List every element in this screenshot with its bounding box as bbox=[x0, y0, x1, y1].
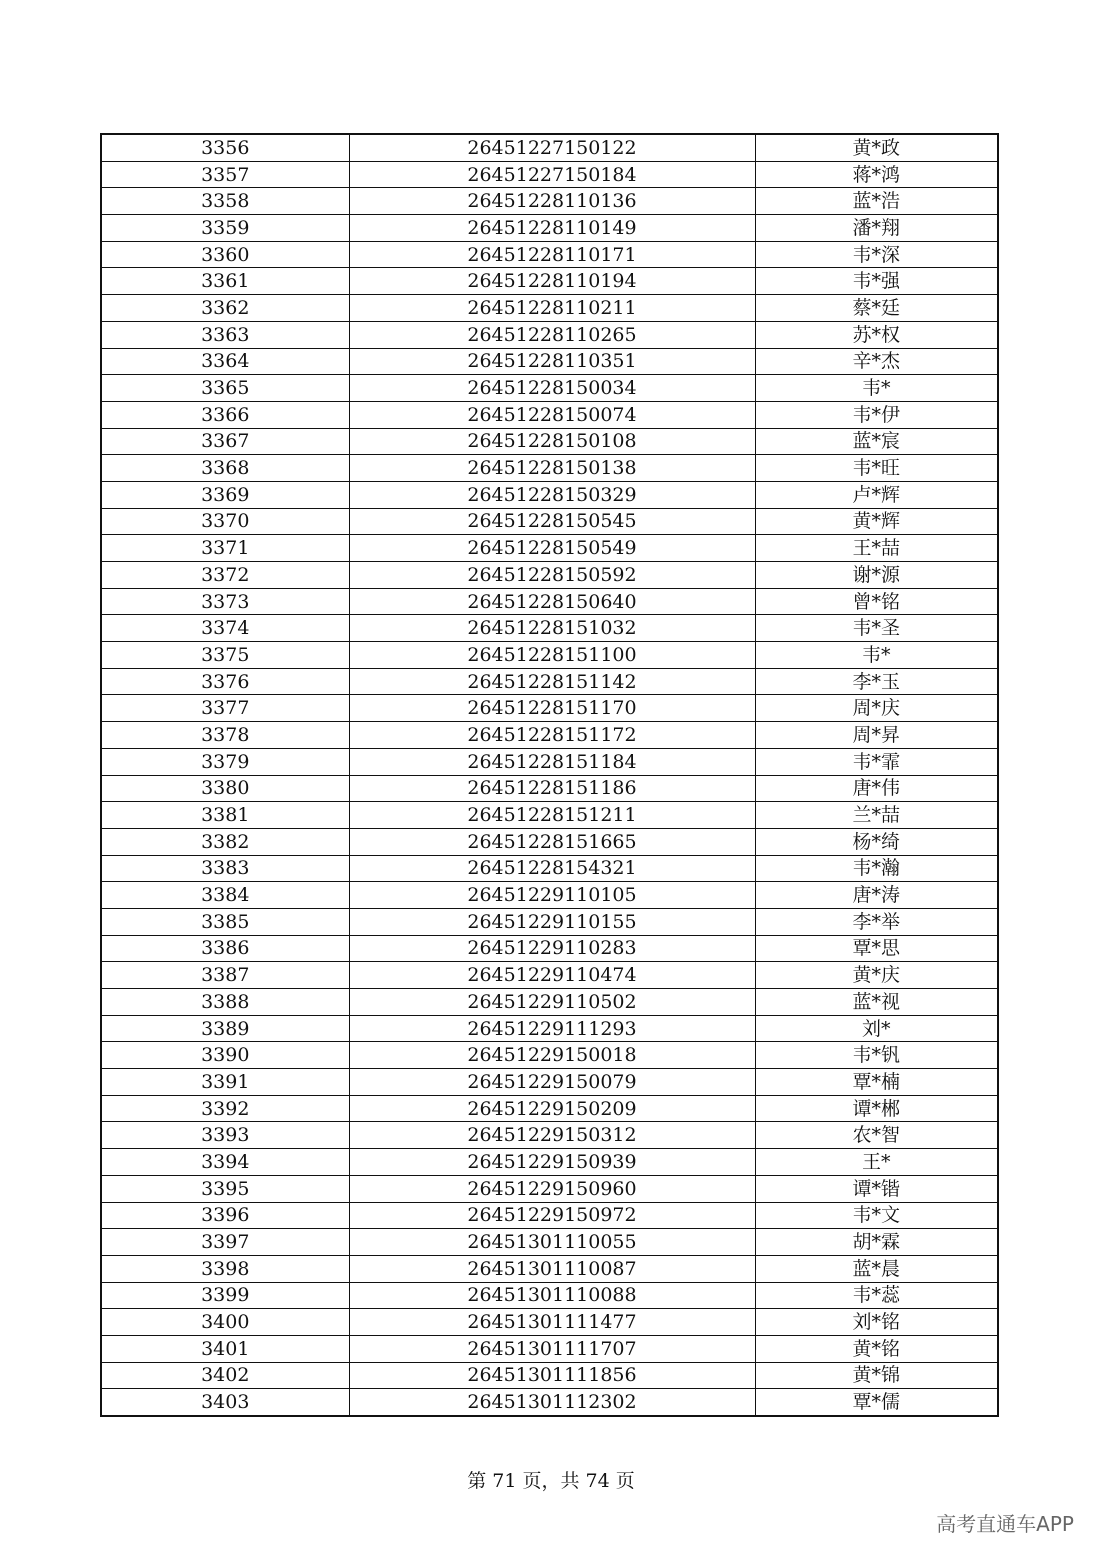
serial-number-cell: 3365 bbox=[101, 375, 349, 402]
table-row bbox=[101, 588, 998, 615]
name-cell: 李*玉 bbox=[755, 668, 998, 695]
exam-id-cell: 26451228150640 bbox=[349, 588, 755, 615]
table-row bbox=[101, 375, 998, 402]
exam-id-cell: 26451227150184 bbox=[349, 161, 755, 188]
exam-id-cell: 26451228150592 bbox=[349, 562, 755, 589]
table-row bbox=[101, 1202, 998, 1229]
exam-id-cell: 26451228151184 bbox=[349, 748, 755, 775]
name-cell: 覃*楠 bbox=[755, 1069, 998, 1096]
name-cell: 农*智 bbox=[755, 1122, 998, 1149]
name-cell: 韦*文 bbox=[755, 1202, 998, 1229]
name-cell: 黄*政 bbox=[755, 134, 998, 161]
serial-number-cell: 3379 bbox=[101, 748, 349, 775]
serial-number-cell: 3399 bbox=[101, 1282, 349, 1309]
exam-id-cell: 26451228150549 bbox=[349, 535, 755, 562]
serial-number-cell: 3376 bbox=[101, 668, 349, 695]
exam-id-cell: 26451228110265 bbox=[349, 321, 755, 348]
table-row bbox=[101, 1149, 998, 1176]
table-row bbox=[101, 748, 998, 775]
exam-id-cell: 26451301110087 bbox=[349, 1255, 755, 1282]
name-cell: 谭*锴 bbox=[755, 1175, 998, 1202]
serial-number-cell: 3384 bbox=[101, 882, 349, 909]
exam-id-cell: 26451301111707 bbox=[349, 1335, 755, 1362]
table-row bbox=[101, 134, 998, 161]
table-row bbox=[101, 295, 998, 322]
exam-id-cell: 26451228151665 bbox=[349, 828, 755, 855]
name-cell: 蓝*晨 bbox=[755, 1255, 998, 1282]
table-row bbox=[101, 401, 998, 428]
name-cell: 覃*儒 bbox=[755, 1389, 998, 1416]
table-row bbox=[101, 321, 998, 348]
serial-number-cell: 3359 bbox=[101, 215, 349, 242]
exam-id-cell: 26451228151186 bbox=[349, 775, 755, 802]
exam-id-cell: 26451229111293 bbox=[349, 1015, 755, 1042]
exam-id-cell: 26451229110502 bbox=[349, 989, 755, 1016]
exam-id-cell: 26451301110088 bbox=[349, 1282, 755, 1309]
table-row bbox=[101, 642, 998, 669]
name-cell: 韦*旺 bbox=[755, 455, 998, 482]
table-row bbox=[101, 882, 998, 909]
table-row bbox=[101, 1335, 998, 1362]
name-cell: 韦* bbox=[755, 642, 998, 669]
exam-id-cell: 26451301111477 bbox=[349, 1309, 755, 1336]
name-cell: 黄*庆 bbox=[755, 962, 998, 989]
table-row bbox=[101, 481, 998, 508]
table-row bbox=[101, 1255, 998, 1282]
table-row bbox=[101, 1015, 998, 1042]
serial-number-cell: 3401 bbox=[101, 1335, 349, 1362]
exam-id-cell: 26451229150939 bbox=[349, 1149, 755, 1176]
table-row bbox=[101, 615, 998, 642]
serial-number-cell: 3357 bbox=[101, 161, 349, 188]
serial-number-cell: 3369 bbox=[101, 481, 349, 508]
exam-id-cell: 26451227150122 bbox=[349, 134, 755, 161]
table-row bbox=[101, 855, 998, 882]
serial-number-cell: 3397 bbox=[101, 1229, 349, 1256]
name-cell: 韦*强 bbox=[755, 268, 998, 295]
exam-id-cell: 26451229110155 bbox=[349, 908, 755, 935]
exam-id-cell: 26451228151032 bbox=[349, 615, 755, 642]
table-row bbox=[101, 188, 998, 215]
name-cell: 韦*深 bbox=[755, 241, 998, 268]
table-row bbox=[101, 1042, 998, 1069]
name-cell: 韦*霏 bbox=[755, 748, 998, 775]
table-row bbox=[101, 161, 998, 188]
serial-number-cell: 3391 bbox=[101, 1069, 349, 1096]
name-cell: 王* bbox=[755, 1149, 998, 1176]
serial-number-cell: 3400 bbox=[101, 1309, 349, 1336]
name-cell: 唐*涛 bbox=[755, 882, 998, 909]
serial-number-cell: 3370 bbox=[101, 508, 349, 535]
name-cell: 杨*绮 bbox=[755, 828, 998, 855]
table-row bbox=[101, 828, 998, 855]
name-cell: 刘* bbox=[755, 1015, 998, 1042]
name-cell: 胡*霖 bbox=[755, 1229, 998, 1256]
name-cell: 周*昇 bbox=[755, 722, 998, 749]
table-row bbox=[101, 775, 998, 802]
table-row bbox=[101, 1229, 998, 1256]
exam-id-cell: 26451228150108 bbox=[349, 428, 755, 455]
exam-id-cell: 26451228150138 bbox=[349, 455, 755, 482]
name-cell: 蒋*鸿 bbox=[755, 161, 998, 188]
serial-number-cell: 3367 bbox=[101, 428, 349, 455]
serial-number-cell: 3386 bbox=[101, 935, 349, 962]
serial-number-cell: 3394 bbox=[101, 1149, 349, 1176]
serial-number-cell: 3361 bbox=[101, 268, 349, 295]
serial-number-cell: 3363 bbox=[101, 321, 349, 348]
exam-id-cell: 26451229150018 bbox=[349, 1042, 755, 1069]
exam-id-cell: 26451228151211 bbox=[349, 802, 755, 829]
serial-number-cell: 3381 bbox=[101, 802, 349, 829]
name-cell: 谢*源 bbox=[755, 562, 998, 589]
exam-id-cell: 26451228110149 bbox=[349, 215, 755, 242]
table-row bbox=[101, 1095, 998, 1122]
name-cell: 曾*铭 bbox=[755, 588, 998, 615]
name-cell: 兰*喆 bbox=[755, 802, 998, 829]
exam-id-cell: 26451228110194 bbox=[349, 268, 755, 295]
app-watermark: 高考直通车APP bbox=[936, 1512, 1074, 1536]
serial-number-cell: 3388 bbox=[101, 989, 349, 1016]
table-row bbox=[101, 935, 998, 962]
table-row bbox=[101, 695, 998, 722]
name-cell: 蓝*浩 bbox=[755, 188, 998, 215]
exam-id-cell: 26451229150312 bbox=[349, 1122, 755, 1149]
table-row bbox=[101, 1069, 998, 1096]
name-cell: 黄*铭 bbox=[755, 1335, 998, 1362]
name-cell: 王*喆 bbox=[755, 535, 998, 562]
name-cell: 谭*郴 bbox=[755, 1095, 998, 1122]
serial-number-cell: 3398 bbox=[101, 1255, 349, 1282]
serial-number-cell: 3375 bbox=[101, 642, 349, 669]
serial-number-cell: 3403 bbox=[101, 1389, 349, 1416]
serial-number-cell: 3356 bbox=[101, 134, 349, 161]
name-cell: 唐*伟 bbox=[755, 775, 998, 802]
table-row bbox=[101, 962, 998, 989]
exam-id-cell: 26451228110351 bbox=[349, 348, 755, 375]
serial-number-cell: 3385 bbox=[101, 908, 349, 935]
serial-number-cell: 3368 bbox=[101, 455, 349, 482]
exam-id-cell: 26451228110136 bbox=[349, 188, 755, 215]
name-cell: 潘*翔 bbox=[755, 215, 998, 242]
exam-id-cell: 26451301110055 bbox=[349, 1229, 755, 1256]
serial-number-cell: 3362 bbox=[101, 295, 349, 322]
serial-number-cell: 3364 bbox=[101, 348, 349, 375]
name-cell: 黄*辉 bbox=[755, 508, 998, 535]
serial-number-cell: 3366 bbox=[101, 401, 349, 428]
name-cell: 韦*圣 bbox=[755, 615, 998, 642]
exam-id-cell: 26451229150972 bbox=[349, 1202, 755, 1229]
table-row bbox=[101, 802, 998, 829]
table-row bbox=[101, 1175, 998, 1202]
serial-number-cell: 3372 bbox=[101, 562, 349, 589]
exam-id-cell: 26451229150960 bbox=[349, 1175, 755, 1202]
name-cell: 韦*钒 bbox=[755, 1042, 998, 1069]
serial-number-cell: 3392 bbox=[101, 1095, 349, 1122]
exam-id-cell: 26451229110283 bbox=[349, 935, 755, 962]
name-cell: 刘*铭 bbox=[755, 1309, 998, 1336]
exam-id-cell: 26451228154321 bbox=[349, 855, 755, 882]
exam-id-cell: 26451228150329 bbox=[349, 481, 755, 508]
roster-body bbox=[101, 134, 998, 1416]
table-row bbox=[101, 348, 998, 375]
table-row bbox=[101, 989, 998, 1016]
exam-id-cell: 26451228151170 bbox=[349, 695, 755, 722]
table-row bbox=[101, 428, 998, 455]
roster-table bbox=[100, 133, 999, 1417]
name-cell: 韦* bbox=[755, 375, 998, 402]
serial-number-cell: 3371 bbox=[101, 535, 349, 562]
serial-number-cell: 3377 bbox=[101, 695, 349, 722]
serial-number-cell: 3382 bbox=[101, 828, 349, 855]
serial-number-cell: 3390 bbox=[101, 1042, 349, 1069]
name-cell: 李*举 bbox=[755, 908, 998, 935]
exam-id-cell: 26451228150074 bbox=[349, 401, 755, 428]
exam-id-cell: 26451229150079 bbox=[349, 1069, 755, 1096]
exam-id-cell: 26451228150034 bbox=[349, 375, 755, 402]
serial-number-cell: 3396 bbox=[101, 1202, 349, 1229]
table-row bbox=[101, 535, 998, 562]
table-row bbox=[101, 215, 998, 242]
exam-id-cell: 26451229150209 bbox=[349, 1095, 755, 1122]
name-cell: 覃*思 bbox=[755, 935, 998, 962]
serial-number-cell: 3387 bbox=[101, 962, 349, 989]
serial-number-cell: 3378 bbox=[101, 722, 349, 749]
name-cell: 苏*权 bbox=[755, 321, 998, 348]
name-cell: 黄*锦 bbox=[755, 1362, 998, 1389]
table-row bbox=[101, 562, 998, 589]
exam-id-cell: 26451228110211 bbox=[349, 295, 755, 322]
table-row bbox=[101, 241, 998, 268]
table-row bbox=[101, 508, 998, 535]
exam-id-cell: 26451301111856 bbox=[349, 1362, 755, 1389]
serial-number-cell: 3374 bbox=[101, 615, 349, 642]
table-row bbox=[101, 722, 998, 749]
name-cell: 辛*杰 bbox=[755, 348, 998, 375]
exam-id-cell: 26451228151100 bbox=[349, 642, 755, 669]
table-row bbox=[101, 268, 998, 295]
exam-id-cell: 26451228110171 bbox=[349, 241, 755, 268]
exam-id-cell: 26451229110474 bbox=[349, 962, 755, 989]
serial-number-cell: 3373 bbox=[101, 588, 349, 615]
name-cell: 韦*蕊 bbox=[755, 1282, 998, 1309]
exam-id-cell: 26451229110105 bbox=[349, 882, 755, 909]
exam-id-cell: 26451228150545 bbox=[349, 508, 755, 535]
name-cell: 蓝*宸 bbox=[755, 428, 998, 455]
table-row bbox=[101, 1122, 998, 1149]
exam-id-cell: 26451301112302 bbox=[349, 1389, 755, 1416]
page-footer bbox=[0, 1466, 1102, 1493]
table-row bbox=[101, 1282, 998, 1309]
serial-number-cell: 3393 bbox=[101, 1122, 349, 1149]
name-cell: 韦*伊 bbox=[755, 401, 998, 428]
table-row bbox=[101, 668, 998, 695]
serial-number-cell: 3380 bbox=[101, 775, 349, 802]
table-row bbox=[101, 1389, 998, 1416]
exam-id-cell: 26451228151172 bbox=[349, 722, 755, 749]
serial-number-cell: 3395 bbox=[101, 1175, 349, 1202]
name-cell: 周*庆 bbox=[755, 695, 998, 722]
name-cell: 卢*辉 bbox=[755, 481, 998, 508]
name-cell: 韦*瀚 bbox=[755, 855, 998, 882]
serial-number-cell: 3358 bbox=[101, 188, 349, 215]
serial-number-cell: 3389 bbox=[101, 1015, 349, 1042]
table-row bbox=[101, 908, 998, 935]
serial-number-cell: 3402 bbox=[101, 1362, 349, 1389]
name-cell: 蔡*廷 bbox=[755, 295, 998, 322]
table-row bbox=[101, 1362, 998, 1389]
page-number: 第 71 页，共 74 页 bbox=[467, 1470, 635, 1492]
table-row bbox=[101, 455, 998, 482]
table-row bbox=[101, 1309, 998, 1336]
serial-number-cell: 3360 bbox=[101, 241, 349, 268]
exam-id-cell: 26451228151142 bbox=[349, 668, 755, 695]
serial-number-cell: 3383 bbox=[101, 855, 349, 882]
name-cell: 蓝*视 bbox=[755, 989, 998, 1016]
